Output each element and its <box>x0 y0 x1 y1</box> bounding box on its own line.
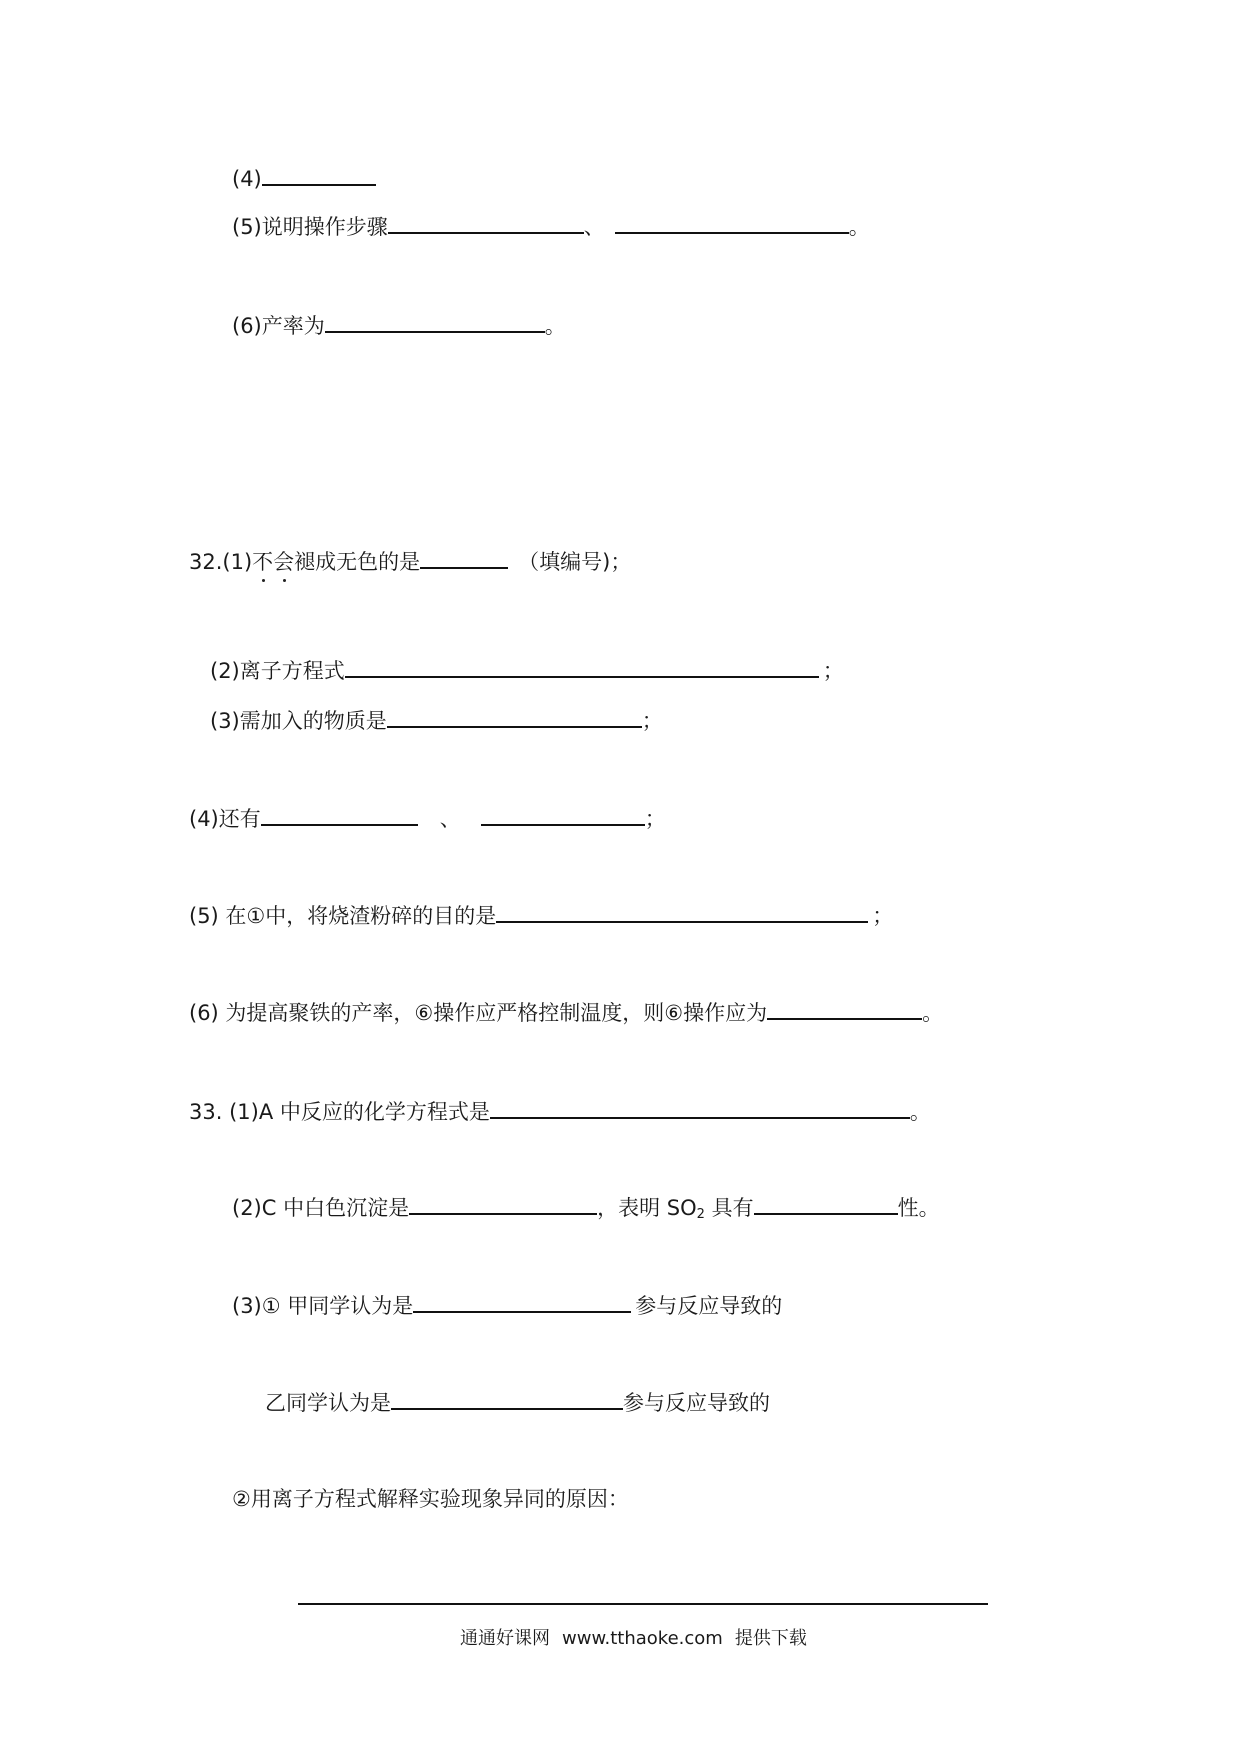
q32-part6-blank[interactable] <box>767 996 922 1020</box>
q33-part2-label: (2)C 中白色沉淀是 <box>232 1196 410 1220</box>
q31-part5-label: (5)说明操作步骤 <box>232 215 388 239</box>
q32-part1-blank[interactable] <box>420 545 508 569</box>
q32-emphasis-char-1: 不 <box>252 550 274 574</box>
footer-rule <box>298 1603 988 1605</box>
q32-part4-label: (4)还有 <box>189 807 261 831</box>
q33-part1 <box>189 1095 931 1127</box>
q33-part3-label: (3)① 甲同学认为是 <box>232 1294 414 1318</box>
q31-part4-blank[interactable] <box>262 162 376 186</box>
q32-emphasis-char-2: 会 <box>273 550 295 574</box>
q31-part6-label: (6)产率为 <box>232 314 325 338</box>
q33-part2-mid2: 具有 <box>704 1196 754 1220</box>
q32-part2 <box>210 654 844 686</box>
q31-part6-blank[interactable] <box>325 309 545 333</box>
q33-so2-subscript: 2 <box>696 1207 705 1222</box>
q32-part1-prefix: 32.(1) <box>189 550 253 574</box>
q33-part3b <box>265 1386 770 1418</box>
q33-part3-end: 参与反应导致的 <box>635 1294 783 1318</box>
q32-part4 <box>189 802 666 834</box>
footer-site-name: 通通好课网 <box>460 1628 550 1649</box>
q32-part4-blank-1[interactable] <box>261 802 418 826</box>
q33-part2-end: 性。 <box>897 1196 940 1220</box>
page-footer <box>460 1626 807 1652</box>
q32-part3-blank[interactable] <box>387 704 642 728</box>
q31-part5-separator: 、 <box>583 215 605 239</box>
q32-part6-label: (6) 为提高聚铁的产率，⑥操作应严格控制温度，则⑥操作应为 <box>189 1001 768 1025</box>
q33-part3 <box>232 1289 782 1321</box>
q32-part2-end: ； <box>822 659 844 683</box>
q33-part2-mid: ，表明 SO <box>597 1196 697 1220</box>
q33-part1-blank[interactable] <box>490 1095 910 1119</box>
q31-part5-blank-2[interactable] <box>615 210 849 234</box>
q32-part5-blank[interactable] <box>496 899 868 923</box>
q33-part2-blank-2[interactable] <box>754 1191 898 1215</box>
q33-part1-label: 33. (1)A 中反应的化学方程式是 <box>189 1100 490 1124</box>
q32-part1-text: 褪成无色的是 <box>294 550 421 574</box>
q32-part2-blank[interactable] <box>345 654 819 678</box>
q31-part4 <box>232 162 376 194</box>
q31-part4-label: (4) <box>232 167 262 191</box>
footer-tail: 提供下载 <box>734 1628 807 1649</box>
q32-part3 <box>210 704 663 736</box>
q31-part6 <box>232 309 566 341</box>
q32-part5-label: (5) 在①中，将烧渣粉碎的目的是 <box>189 904 497 928</box>
q32-part3-label: (3)需加入的物质是 <box>210 709 387 733</box>
q33-part3b-end: 参与反应导致的 <box>623 1391 770 1415</box>
q32-part1-suffix: （填编号)； <box>518 550 632 574</box>
q32-part5 <box>189 899 893 931</box>
q31-part5-end: 。 <box>848 215 870 239</box>
q32-part4-separator: 、 <box>439 807 461 831</box>
q33-part3b-label: 乙同学认为是 <box>265 1391 391 1415</box>
q32-part3-end: ； <box>641 709 663 733</box>
q32-part5-end: ； <box>872 904 894 928</box>
q33-part2-blank-1[interactable] <box>409 1191 597 1215</box>
q31-part5-blank-1[interactable] <box>388 210 584 234</box>
q32-part4-end: ； <box>644 807 666 831</box>
q33-part1-end: 。 <box>909 1100 931 1124</box>
q32-part6 <box>189 996 943 1028</box>
q33-part3b-blank[interactable] <box>391 1386 623 1410</box>
q33-part3c <box>232 1484 629 1514</box>
q33-part3c-text: ②用离子方程式解释实验现象异同的原因： <box>232 1487 629 1511</box>
q33-part3-blank[interactable] <box>413 1289 631 1313</box>
q32-part4-blank-2[interactable] <box>481 802 645 826</box>
q33-part2 <box>232 1191 940 1230</box>
footer-url: www.tthaoke.com <box>562 1628 723 1649</box>
q32-part2-label: (2)离子方程式 <box>210 659 345 683</box>
q31-part6-end: 。 <box>544 314 566 338</box>
q32-part1 <box>189 545 631 577</box>
q31-part5 <box>232 210 870 242</box>
q32-part6-end: 。 <box>922 1001 944 1025</box>
